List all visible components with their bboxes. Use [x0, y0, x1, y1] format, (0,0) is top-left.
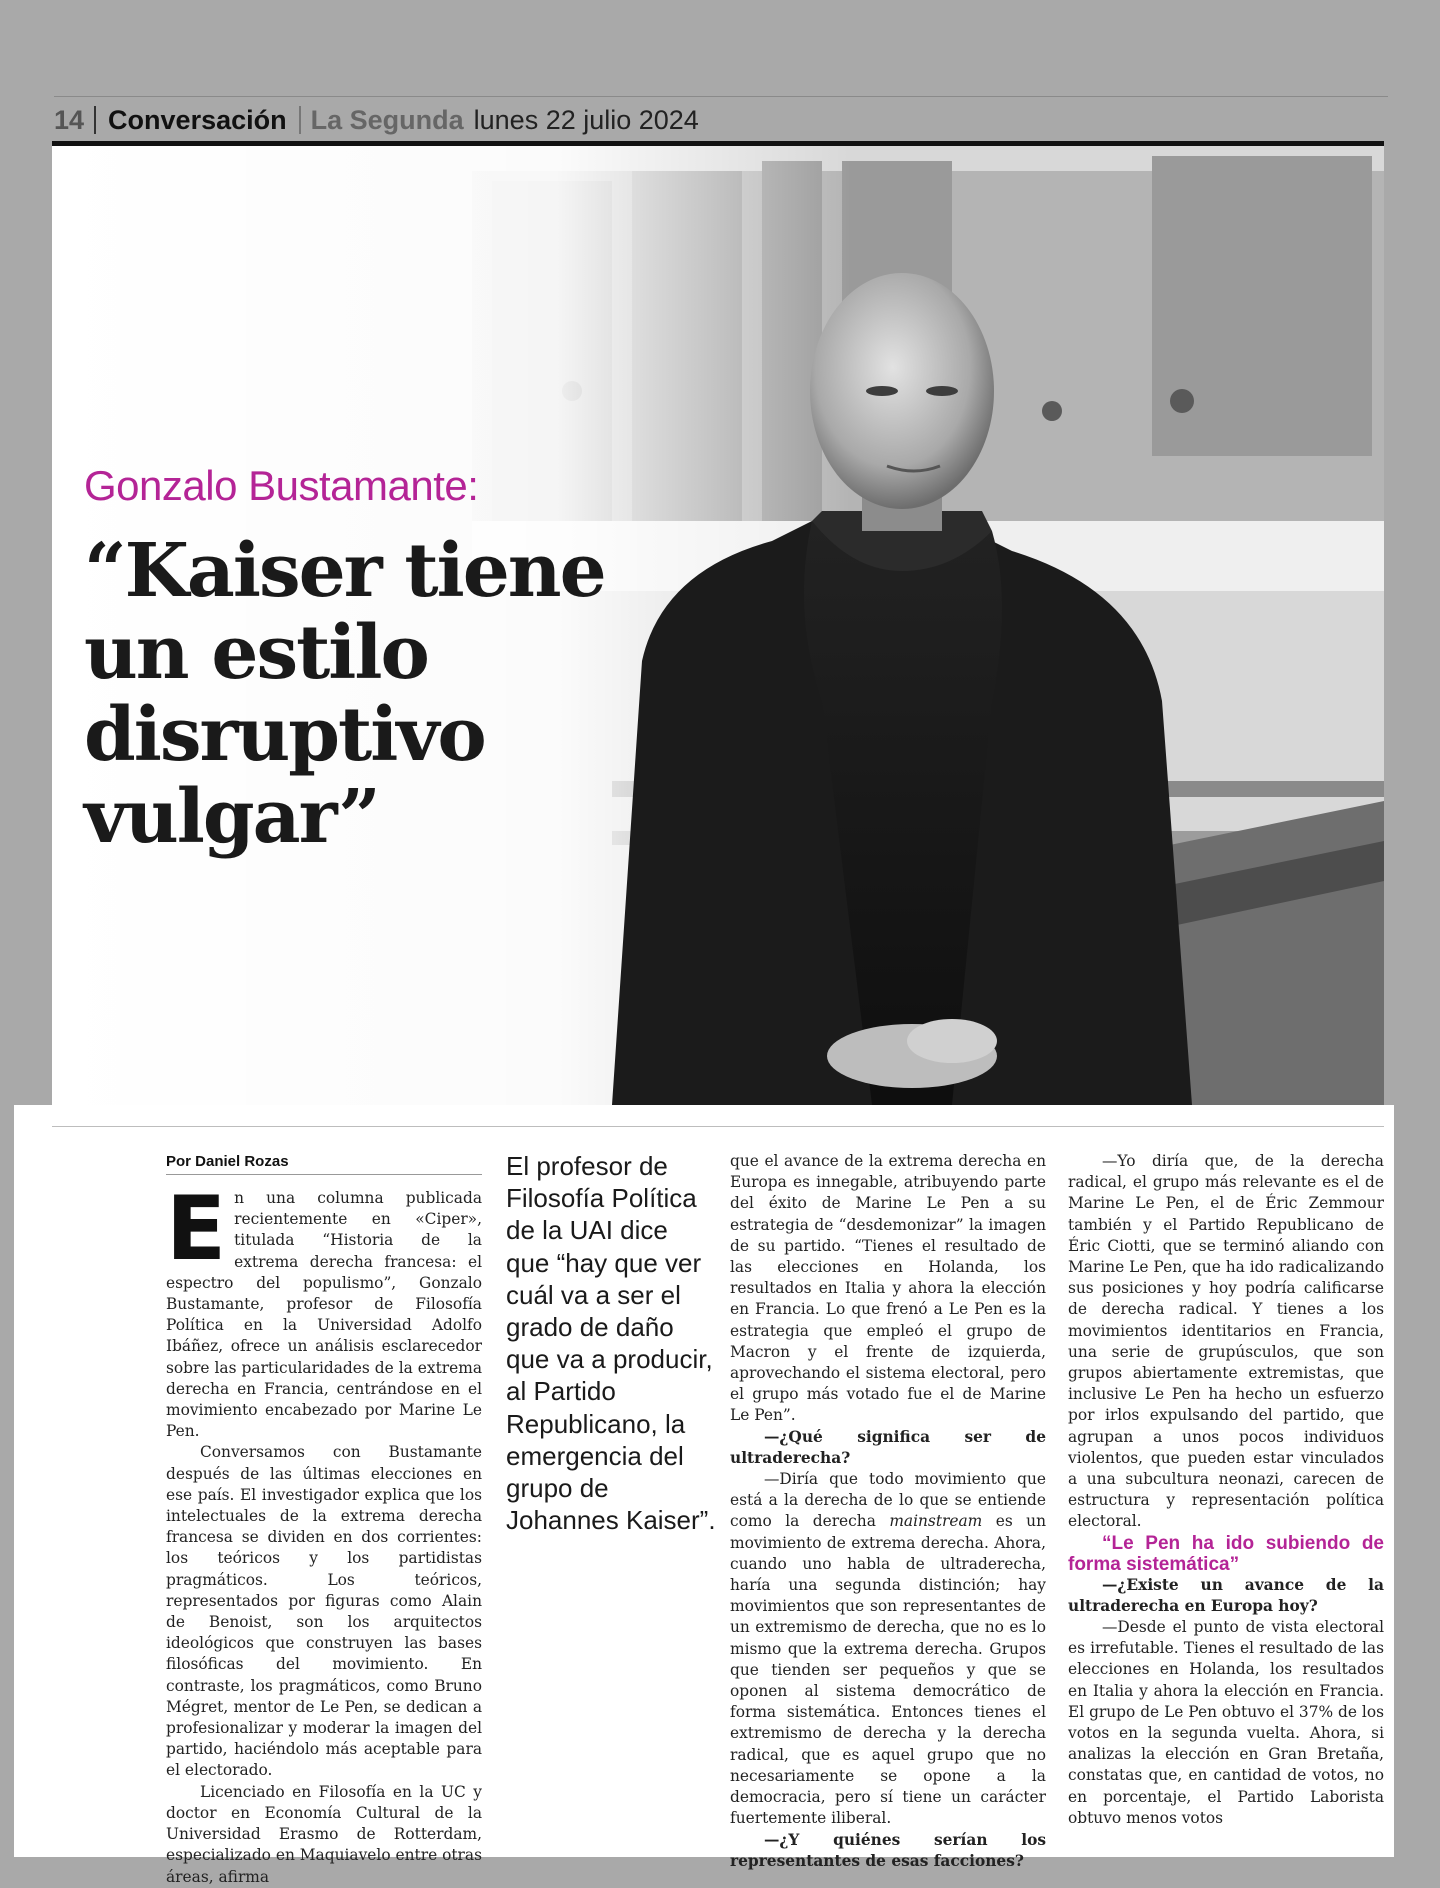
question: —¿Qué significa ser de ultraderecha?: [730, 1427, 1046, 1467]
headline-title: “Kaiser tiene un estilo disruptivo vulgar”: [84, 528, 605, 860]
answer-emphasis: mainstream: [889, 1512, 983, 1531]
header-rule: [54, 96, 1388, 97]
article-top-rule: [52, 1126, 1384, 1127]
header-divider-2: [299, 106, 301, 134]
lead-paragraph: [166, 1177, 482, 1442]
headline-kicker: Gonzalo Bustamante:: [84, 462, 479, 509]
page-number: 14: [54, 105, 85, 135]
answer-text: —Diría que todo movimiento que está a la derecha de lo que se entiende como la derecha: [730, 1470, 1046, 1531]
answer-paragraph: —Yo diría que, de la derecha radical, el grupo más relevante es el de Marine Le Pen, el de Éric Zemmour también y el Partido Republicano de Éric Ciotti, que se terminó aliando con Marine Le Pen, que ha ido radicalizando sus posiciones y hoy podría calificarse de derecha radical. Y tienes a los movimientos identitarios en Francia, una serie de grupúsculos, que son grupos abiertamente extremistas, que inclusive Le Pen ha hecho un esfuerzo por irlos expulsando del partido, que agrupan a unos pocos individuos violentos, que pueden estar vinculados a una subcultura neonazi, carecen de estructura y representación política electoral.: [1068, 1152, 1384, 1531]
section-name: Conversación: [108, 105, 287, 135]
lead-text: n una columna publicada recientemente en «Ciper», titulada “Historia de la extrema derecha francesa: el espectro del populismo”, Gonzalo Bustamante, profesor de Filosofía Política en la Universidad Adolfo Ibáñez, ofrece un análisis esclarecedor sobre las particularidades de la extrema derecha en Francia, centrándose en el movimiento encabezado por Marine Le Pen.: [166, 1189, 482, 1441]
pull-quote: El profesor de Filosofía Política de la UAI dice que “hay que ver cuál va a ser el grado de daño que va a producir, al Partido Republicano, la emergencia del grupo de Johannes Kaiser”.: [506, 1151, 716, 1536]
newspaper-name: La Segunda: [310, 105, 464, 135]
paragraph: Licenciado en Filosofía en la UC y doctor en Economía Cultural de la Universidad Erasmo de Rotterdam, especializado en Maquiavelo entre otras áreas, afirma: [166, 1782, 482, 1886]
answer-paragraph: —Desde el punto de vista electoral es irrefutable. Tienes el resultado de las elecciones en Holanda, los resultados en Italia y ahora la elección en Francia. El grupo de Le Pen obtuvo el 37% de los votos en la segunda vuelta. Ahora, si analizas la elección en Gran Bretaña, constatas que, en cantidad de votos, no en porcentaje, el Partido Laborista obtuvo menos votos: [1068, 1618, 1384, 1827]
article-column-1: [166, 1177, 482, 1888]
answer-paragraph: [730, 1469, 1046, 1829]
issue-date: lunes 22 julio 2024: [473, 105, 699, 135]
paragraph: que el avance de la extrema derecha en Europa es innegable, atribuyendo parte del éxito de Marine Le Pen a su estrategia de “desdemonizar” la imagen de su partido. “Tienes el resultado de las elecciones en Holanda, los resultados en Italia y ahora la elección en Francia. Lo que frenó a Le Pen es la estrategia que empleó el grupo de Macron y el frente de izquierda, aprovechando el sistema electoral, pero el grupo más votado fue el de Marine Le Pen”.: [730, 1152, 1046, 1425]
page-header: [54, 100, 699, 140]
article-column-3: [730, 1151, 1046, 1872]
article-column-4: [1068, 1151, 1384, 1829]
question: —¿Y quiénes serían los representantes de esas facciones?: [730, 1830, 1046, 1870]
paragraph: Conversamos con Bustamante después de las últimas elecciones en ese país. El investigador explica que los intelectuales de la extrema derecha francesa se dividen en dos corrientes: los teóricos y los partidistas pragmáticos. Los teóricos, representados por figuras como Alain de Benoist, son los arquitectos ideológicos que construyen las bases filosóficas del movimiento. En contraste, los pragmáticos, como Bruno Mégret, mentor de Le Pen, se dedican a profesionalizar y moderar la imagen del partido, haciéndolo más aceptable para el electorado.: [166, 1443, 482, 1780]
answer-text-cont: es un movimiento de extrema derecha. Ahora, cuando uno habla de ultraderecha, haría una segunda distinción; hay movimientos que son representantes de un extremismo de derecha, que no es lo mismo que la extrema derecha. Grupos que tienden ser pequeños y que se oponen al sistema democrático de forma sistemática. Entonces tienes el extremismo de derecha y la derecha radical, que es aquel grupo que no necesariamente se opone a la democracia, pero sí tiene un carácter fuertemente iliberal.: [730, 1512, 1046, 1828]
header-divider: [94, 106, 96, 134]
drop-cap: E: [166, 1177, 227, 1280]
question: —¿Existe un avance de la ultraderecha en Europa hoy?: [1068, 1575, 1384, 1615]
byline: Por Daniel Rozas: [166, 1153, 482, 1175]
subheading: “Le Pen ha ido subiendo de forma sistemática”: [1068, 1532, 1384, 1575]
